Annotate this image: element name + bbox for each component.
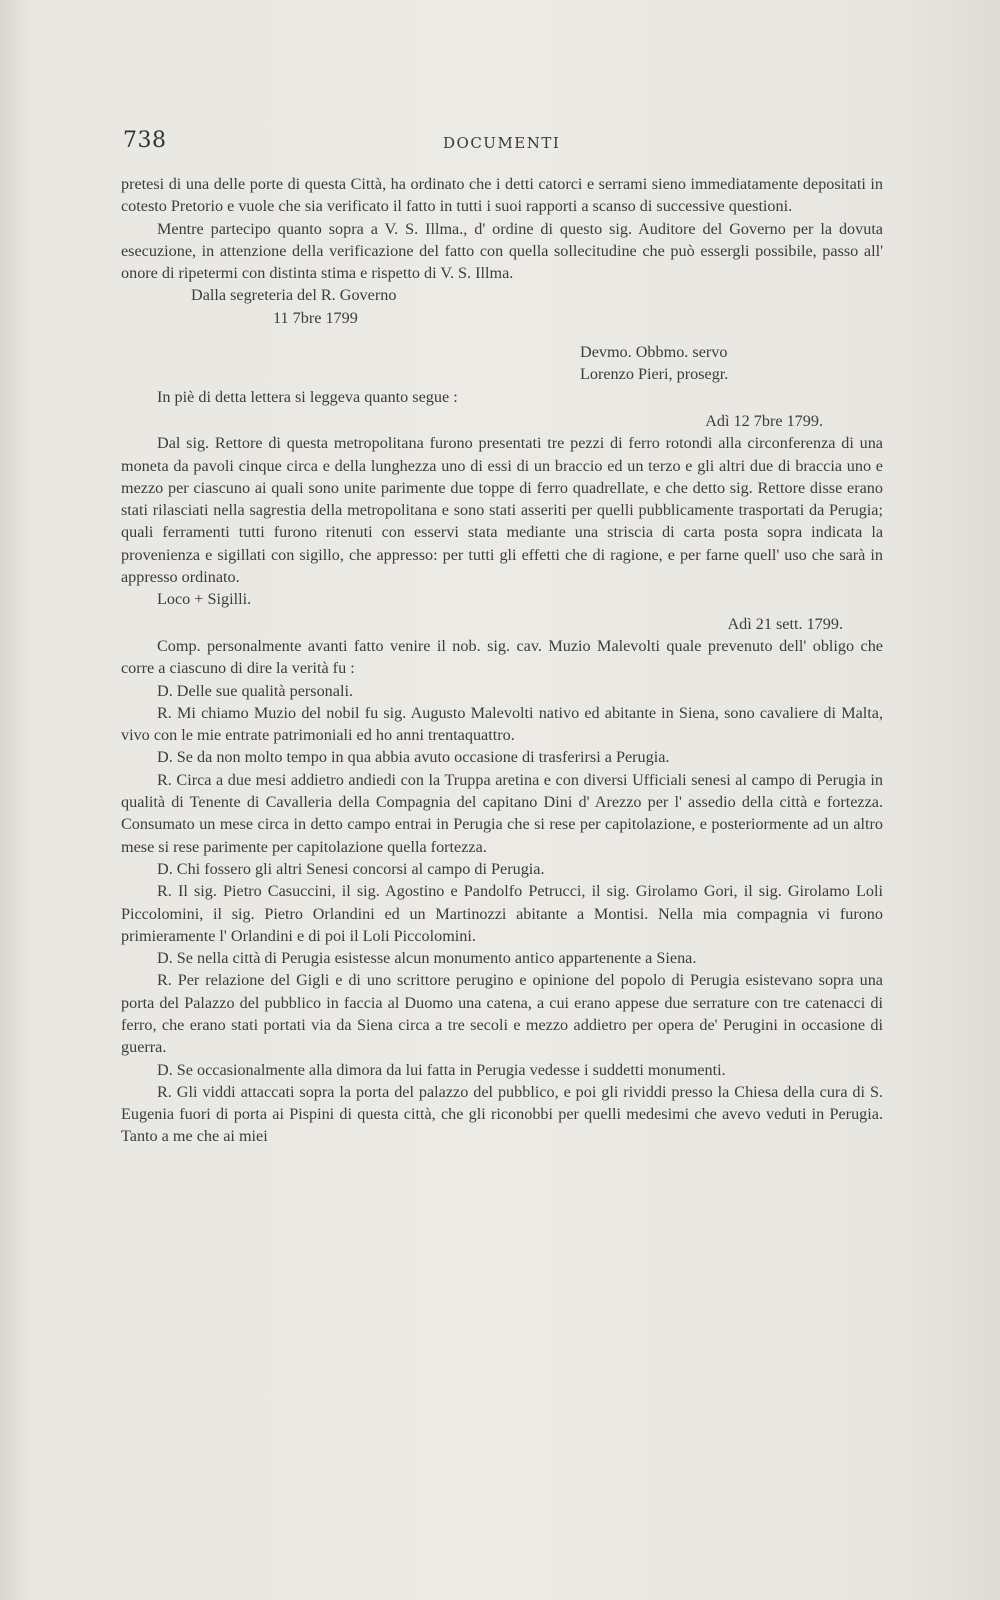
paragraph: Dal sig. Rettore di questa metropolitana furono presentati tre pezzi di ferro rotondi alla circonferenza di una moneta da pavoli cinque circa e della lunghezza uno di essi di un braccio ed un terzo e gli altri due di braccia uno e mezzo per ciascuno ai quali sono unite parimente due toppe di ferro quadrellate, e che detto sig. Rettore disse erano stati rilasciati nella sagrestia della metropolitana e sono stati asseriti per quelli pubblicamente trasportati da Perugia; quali ferramenti tutti furono ritenuti con esservi stata mediante una striscia di carta posta sopra indicata la provenienza e sigillati con sigillo, che appresso: per tutti gli effetti che di ragione, e per farne quell' uso che sarà in appresso ordinato. (121, 434, 883, 587)
answer: R. Circa a due mesi addietro andiedi con la Truppa aretina e con diversi Ufficiali senesi al campo di Perugia in qualità di Tenente di Cavalleria della Compagnia del capitano Dini d' Arezzo per l' assedio della città e fortezza. Consumato un mese circa in detto campo entrai in Perugia che si rese per capitolazione, e posteriormente ad un altro mese si rese parimente per capitolazione quella fortezza. (121, 770, 883, 856)
paragraph: In piè di detta lettera si leggeva quanto segue : (157, 387, 458, 406)
signature-name: Lorenzo Pieri, prosegr. (580, 365, 729, 384)
letter-date-line: 11 7bre 1799 (273, 308, 358, 327)
question: D. Se occasionalmente alla dimora da lui fatta in Perugia vedesse i suddetti monumenti. (157, 1060, 726, 1079)
paragraph: Mentre partecipo quanto sopra a V. S. Illma., d' ordine di questo sig. Auditore del Governo per la dovuta esecuzione, in attenzione della verificazione del fatto con quella sollecitudine che può essergli possibile, passo all' onore di ripetermi con distinta stima e rispetto di V. S. Illma. (121, 219, 883, 283)
answer: R. Gli viddi attaccati sopra la porta del palazzo del pubblico, e poi gli rividdi presso la Chiesa della cura di S. Eugenia fuori di porta ai Pispini di questa città, che gli riconobbi per quelli medesimi che avevo veduti in Perugia. Tanto a me che ai miei (121, 1082, 883, 1146)
answer: R. Mi chiamo Muzio del nobil fu sig. Augusto Malevolti nativo ed abitante in Siena, sono cavaliere di Malta, vivo con le mie entrate patrimoniali ed ho anni trentaquattro. (121, 703, 883, 745)
page-number: 738 (123, 128, 167, 153)
seal-line: Loco + Sigilli. (157, 590, 252, 609)
answer: R. Per relazione del Gigli e di uno scrittore perugino e opinione del popolo di Perugia esistevano sopra una porta del Palazzo del pubblico in faccia al Duomo una catena, a cui erano appese due serrature con tre catenacci di ferro, che erano stati portati via da Siena circa a tre secoli e mezzo addietro per opera de' Perugini in occasione di guerra. (121, 971, 883, 1057)
body-text (121, 173, 883, 1148)
signature-line: Devmo. Obbmo. servo (580, 343, 728, 362)
date-line: Adì 12 7bre 1799. (705, 411, 823, 430)
question: D. Se da non molto tempo in qua abbia avuto occasione di trasferirsi a Perugia. (157, 748, 670, 767)
paragraph: pretesi di una delle porte di questa Città, ha ordinato che i detti catorci e serrami sieno immediatamente depositati in cotesto Pretorio e vuole che sia verificato il fatto in tutti i suoi rapporti a scanso di successive questioni. (121, 175, 883, 216)
paragraph: Comp. personalmente avanti fatto venire il nob. sig. cav. Muzio Malevolti quale prevenuto dell' obligo che corre a ciascuno di dire la verità fu : (121, 636, 883, 678)
page-header (123, 128, 883, 158)
answer: R. Il sig. Pietro Casuccini, il sig. Agostino e Pandolfo Petrucci, il sig. Girolamo Gori, il sig. Girolamo Loli Piccolomini, il sig. Pietro Orlandini ed un Martinozzi abitante a Montisi. Nella mia compagnia vi furono primieramente l' Orlandini e di poi il Loli Piccolomini. (121, 882, 883, 945)
date-line: Adì 21 sett. 1799. (727, 614, 843, 633)
question: D. Delle sue qualità personali. (157, 681, 353, 700)
question: D. Chi fossero gli altri Senesi concorsi al campo di Perugia. (157, 859, 545, 878)
question: D. Se nella città di Perugia esistesse alcun monumento antico appartenente a Siena. (157, 949, 697, 968)
letter-place-line: Dalla segreteria del R. Governo (191, 286, 397, 305)
running-head: DOCUMENTI (443, 134, 561, 152)
